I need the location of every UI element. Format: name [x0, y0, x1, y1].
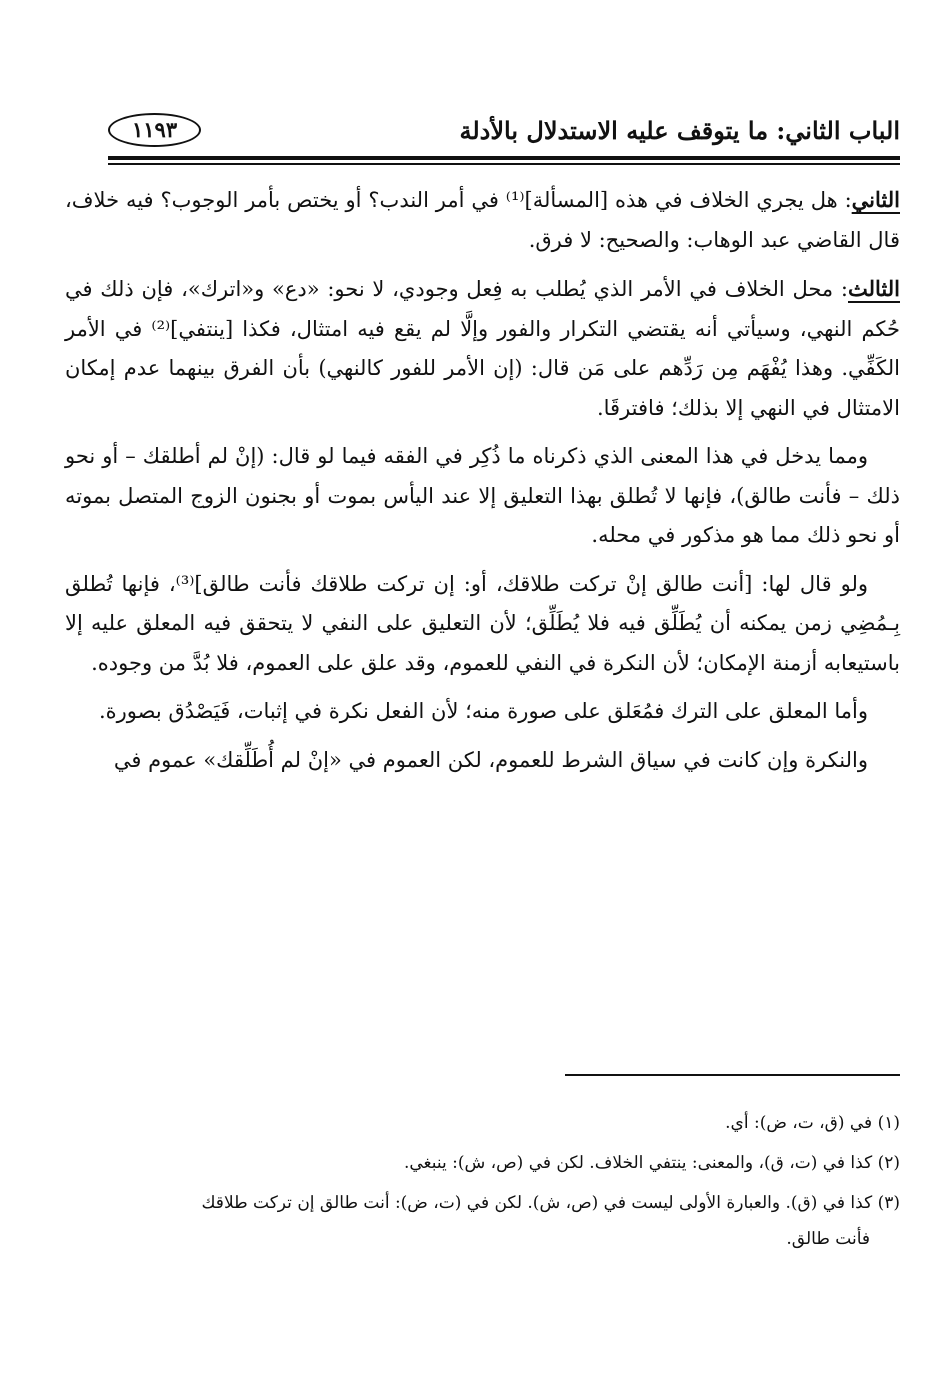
paragraph: والنكرة وإن كانت في سياق الشرط للعموم، لكن العموم في «إنْ لم أُطَلِّقك» عموم في — [113, 747, 868, 772]
footnote-text: (٣) كذا في (ق). والعبارة الأولى ليست في (ص، ش). لكن في (ت، ض): أنت طالق إن تركت طلاقك — [201, 1193, 900, 1213]
paragraph: ومما يدخل في هذا المعنى الذي ذكرناه ما ذُكِر في الفقه فيما لو قال: (إنْ لم أطلقك – أو نحو ذلك – فأنت طالق)، فإنها لا تُطلق بهذا التعليق إلا عند اليأس بموت أو بجنون الزوج المتصل بموته أو نحو ذلك مما هو مذكور في محله. — [65, 444, 900, 547]
footnotes — [65, 1105, 900, 1261]
footnote-separator — [565, 1074, 900, 1076]
paragraph-text: : محل الخلاف في الأمر الذي يُطلب به فِعل وجودي، لا نحو: «دع» و«اترك»، فإن ذلك في حُكم النهي، وسيأتي أنه يقتضي التكرار والفور وإلَّا لم يقع فيه امتثال، فكذا [ينتفي]⁽²⁾ في الأمر الكَفِّي. وهذا يُفْهَم مِن رَدِّهم على مَن قال: (إن الأمر للفور كالنهي) بأن الفرق بينهما عدم إمكان الامتثال في النهي إلا بذلك؛ فافترقَا. — [65, 277, 900, 420]
chapter-title: الباب الثاني: ما يتوقف عليه الاستدلال بالأدلة — [459, 115, 900, 145]
paragraph-text: : هل يجري الخلاف في هذه [المسألة]⁽¹⁾ في أمر الندب؟ أو يختص بأمر الوجوب؟ فيه خلاف، قال القاضي عبد الوهاب: والصحيح: لا فرق. — [65, 188, 900, 252]
paragraph-third — [65, 269, 900, 428]
footnote: (٢) كذا في (ت، ق)، والمعنى: ينتفي الخلاف. لكن في (ص، ش): ينبغي. — [403, 1153, 900, 1173]
paragraph: ولو قال لها: [أنت طالق إنْ تركت طلاقك، أو: إن تركت طلاقك فأنت طالق]⁽³⁾، فإنها تُطلق بِـمُضِي زمن يمكنه أن يُطَلِّق فيه فلا يُطَلِّق؛ لأن التعليق على النفي لا يتحقق فيه المعلق عليه إلا باستيعابه أزمنة الإمكان؛ لأن النكرة في النفي للعموم، وقد علق على العموم، فلا بُدَّ من وجوده. — [65, 571, 900, 675]
page-number: ١١٩٣ — [108, 113, 201, 147]
footnote: (١) في (ق، ت، ض): أي. — [725, 1113, 900, 1133]
header-rule-thick — [108, 156, 900, 160]
header-rule-thin — [108, 163, 900, 165]
footnote-continuation: فأنت طالق. — [786, 1229, 870, 1249]
running-header — [108, 108, 900, 152]
paragraph-lead: الثاني — [851, 187, 900, 212]
paragraph-lead: الثالث — [848, 276, 900, 301]
footnote — [65, 1185, 900, 1257]
body-text — [65, 180, 900, 789]
paragraph-second — [65, 180, 900, 260]
paragraph: وأما المعلق على الترك فمُعَلق على صورة منه؛ لأن الفعل نكرة في إثبات، فَيَصْدُق بصورة. — [98, 699, 868, 723]
